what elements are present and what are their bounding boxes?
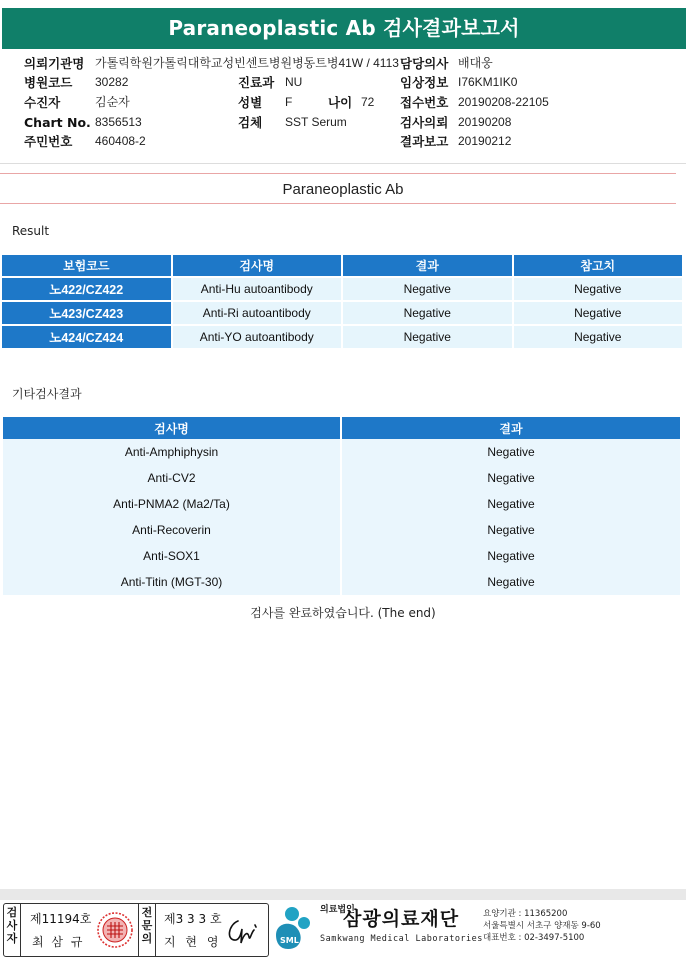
specimen-value: SST Serum xyxy=(285,115,347,129)
test-name-cell: Anti-PNMA2 (Ma2/Ta) xyxy=(3,491,340,517)
result-table xyxy=(0,253,684,350)
test-name-cell: Anti-Titin (MGT-30) xyxy=(3,569,340,595)
divider-red xyxy=(0,203,676,204)
clinical-info-label: 임상정보 xyxy=(400,75,449,90)
table-row xyxy=(3,543,680,569)
result-cell: Negative xyxy=(342,569,680,595)
hospital-code-label: 병원코드 xyxy=(24,75,73,90)
test-name-cell: Anti-CV2 xyxy=(3,465,340,491)
specialist-name: 지 현 영 xyxy=(164,935,222,949)
result-cell: Negative xyxy=(342,491,680,517)
insurance-code-cell: 노422/CZ422 xyxy=(2,278,171,300)
column-header: 참고치 xyxy=(514,255,683,276)
clinical-info-value: I76KM1IK0 xyxy=(458,75,518,89)
age-label: 나이 xyxy=(328,95,353,110)
section-title: Paraneoplastic Ab xyxy=(282,181,404,198)
inspector-name: 최 삼 규 xyxy=(32,935,85,949)
test-name-cell: Anti-Hu autoantibody xyxy=(173,278,342,300)
result-cell: Negative xyxy=(343,302,512,324)
sex-label: 성별 xyxy=(238,95,263,110)
result-cell: Negative xyxy=(342,439,680,465)
foundation-brand xyxy=(320,905,483,944)
other-results-table xyxy=(1,417,682,595)
table-row xyxy=(3,517,680,543)
signature-icon xyxy=(224,913,264,947)
institution-value: 가톨릭학원가톨릭대학교성빈센트병원병동트병41W / 4113 xyxy=(95,56,399,70)
chart-no-label: Chart No. xyxy=(24,115,91,130)
column-header: 결과 xyxy=(343,255,512,276)
test-name-cell: Anti-SOX1 xyxy=(3,543,340,569)
signature-box xyxy=(3,903,269,957)
result-cell: Negative xyxy=(343,278,512,300)
department-label: 진료과 xyxy=(238,75,275,90)
report-title: Paraneoplastic Ab 검사결과보고서 xyxy=(2,8,686,49)
result-cell: Negative xyxy=(342,543,680,569)
insurance-code-cell: 노423/CZ423 xyxy=(2,302,171,324)
hospital-code-value: 30282 xyxy=(95,75,129,89)
age-value: 72 xyxy=(361,95,375,109)
table-header-row xyxy=(2,255,682,276)
reference-cell: Negative xyxy=(514,326,683,348)
sml-logo-text: SML xyxy=(280,936,299,945)
divider xyxy=(20,904,21,956)
column-header: 검사명 xyxy=(173,255,342,276)
column-header: 보험코드 xyxy=(2,255,171,276)
table-row xyxy=(3,439,680,465)
test-name-cell: Anti-Amphiphysin xyxy=(3,439,340,465)
resident-no-value: 460408-2 xyxy=(95,134,146,148)
table-row xyxy=(2,302,682,324)
table-row xyxy=(3,569,680,595)
result-cell: Negative xyxy=(342,465,680,491)
test-name-cell: Anti-YO autoantibody xyxy=(173,326,342,348)
resident-no-label: 주민번호 xyxy=(24,134,73,149)
address: 서울특별시 서초구 양재동 9-60 xyxy=(483,921,601,931)
inspector-license: 제11194호 xyxy=(30,912,92,926)
divider xyxy=(0,163,686,164)
sex-value: F xyxy=(285,95,293,109)
column-header: 검사명 xyxy=(3,417,340,439)
result-label: Result xyxy=(12,224,50,238)
table-row xyxy=(2,326,682,348)
table-row xyxy=(3,491,680,517)
contact-info xyxy=(483,908,601,944)
specialist-role: 전문의 xyxy=(141,906,153,945)
receipt-no-value: 20190208-22105 xyxy=(458,95,549,109)
foundation-name: 삼광의료재단 xyxy=(343,908,460,930)
result-cell: Negative xyxy=(343,326,512,348)
report-date-label: 결과보고 xyxy=(400,134,449,149)
test-name-cell: Anti-Recoverin xyxy=(3,517,340,543)
reference-cell: Negative xyxy=(514,278,683,300)
footer-divider xyxy=(0,889,686,900)
column-header: 결과 xyxy=(342,417,680,439)
request-date-label: 검사의뢰 xyxy=(400,115,449,130)
receipt-no-label: 접수번호 xyxy=(400,95,449,110)
other-results-label: 기타검사결과 xyxy=(12,387,82,401)
care-code: 요양기관 : 11365200 xyxy=(483,909,568,919)
patient-name-value: 김순자 xyxy=(95,95,130,109)
end-note: 검사를 완료하였습니다. (The end) xyxy=(250,606,436,620)
chart-no-value: 8356513 xyxy=(95,115,142,129)
table-header-row xyxy=(3,417,680,439)
foundation-english-name: Samkwang Medical Laboratories xyxy=(320,934,483,944)
seal-stamp-icon xyxy=(96,911,134,949)
divider xyxy=(155,904,156,956)
specialist-license: 제3 3 3 호 xyxy=(164,912,222,926)
insurance-code-cell: 노424/CZ424 xyxy=(2,326,171,348)
department-value: NU xyxy=(285,75,303,89)
divider-red xyxy=(0,173,676,174)
result-cell: Negative xyxy=(342,517,680,543)
sml-logo-icon xyxy=(272,905,318,951)
patient-name-label: 수진자 xyxy=(24,95,61,110)
inspector-role: 검사자 xyxy=(6,906,18,945)
specimen-label: 검체 xyxy=(238,115,263,130)
corp-label: 의료법인 xyxy=(320,905,355,915)
table-row xyxy=(2,278,682,300)
institution-label: 의뢰기관명 xyxy=(24,56,85,71)
test-name-cell: Anti-Ri autoantibody xyxy=(173,302,342,324)
doctor-label: 담당의사 xyxy=(400,56,449,71)
table-row xyxy=(3,465,680,491)
request-date-value: 20190208 xyxy=(458,115,512,129)
doctor-value: 배대웅 xyxy=(458,56,493,70)
report-date-value: 20190212 xyxy=(458,134,512,148)
phone: 대표번호 : 02-3497-5100 xyxy=(483,933,585,943)
reference-cell: Negative xyxy=(514,302,683,324)
